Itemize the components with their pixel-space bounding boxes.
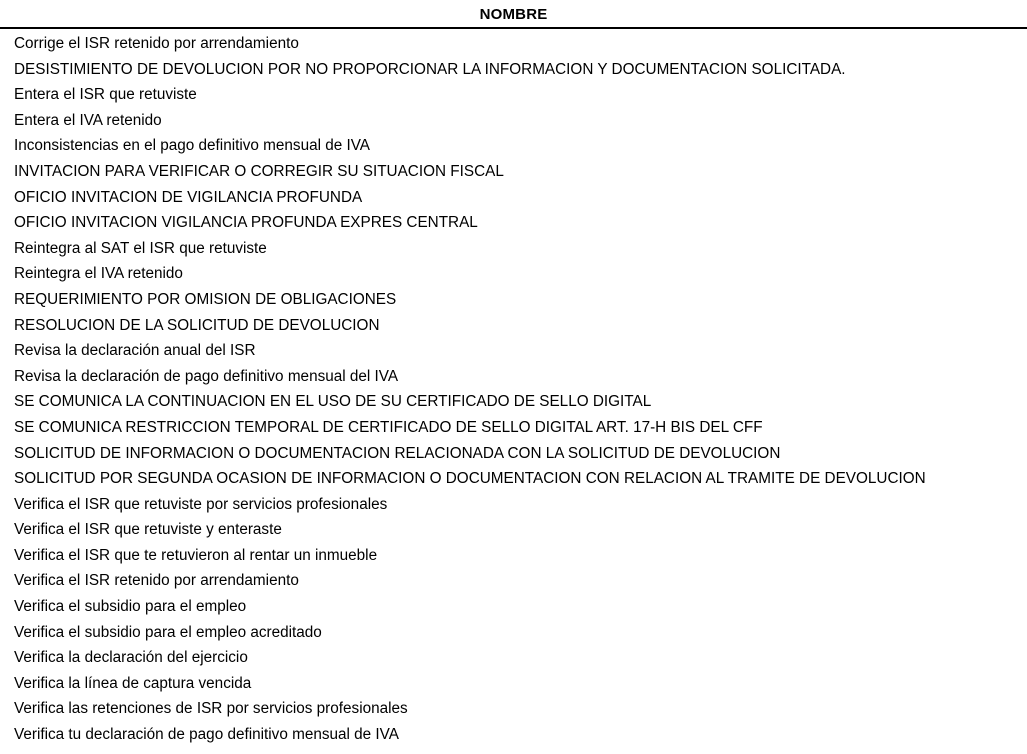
table-row[interactable]: SOLICITUD POR SEGUNDA OCASION DE INFORMACION O DOCUMENTACION CON RELACION AL TRAMITE DE DEVOLUCION (14, 470, 926, 488)
table-row[interactable]: Verifica el ISR que te retuvieron al rentar un inmueble (14, 546, 378, 564)
table-row[interactable]: Verifica tu declaración de pago definitivo mensual de IVA (14, 726, 399, 744)
table-row[interactable]: Revisa la declaración de pago definitivo mensual del IVA (14, 367, 399, 385)
table-row[interactable]: SE COMUNICA LA CONTINUACION EN EL USO DE SU CERTIFICADO DE SELLO DIGITAL (14, 393, 652, 411)
column-header-nombre[interactable]: NOMBRE (0, 0, 1027, 29)
table-row[interactable]: SOLICITUD DE INFORMACION O DOCUMENTACION RELACIONADA CON LA SOLICITUD DE DEVOLUCION (14, 444, 781, 462)
table-row[interactable]: Corrige el ISR retenido por arrendamiento (14, 35, 299, 52)
table-row[interactable]: Verifica el ISR retenido por arrendamiento (14, 572, 299, 590)
table-row[interactable]: Verifica la línea de captura vencida (14, 674, 252, 692)
table-row[interactable]: Verifica el ISR que retuviste y enteraste (14, 521, 282, 539)
table-row[interactable]: Verifica el ISR que retuviste por servicios profesionales (14, 495, 388, 513)
table-row[interactable]: SE COMUNICA RESTRICCION TEMPORAL DE CERTIFICADO DE SELLO DIGITAL ART. 17-H BIS DEL CFF (14, 418, 763, 436)
table-row[interactable]: OFICIO INVITACION DE VIGILANCIA PROFUNDA (14, 188, 363, 206)
table-row[interactable]: Revisa la declaración anual del ISR (14, 342, 256, 360)
table-row[interactable]: Reintegra al SAT el ISR que retuviste (14, 239, 267, 257)
table-row[interactable]: Verifica las retenciones de ISR por servicios profesionales (14, 700, 408, 718)
table-row[interactable]: RESOLUCION DE LA SOLICITUD DE DEVOLUCION (14, 316, 380, 334)
table-row[interactable]: Verifica la declaración del ejercicio (14, 649, 248, 667)
table-row[interactable]: Reintegra el IVA retenido (14, 265, 183, 283)
table-row[interactable]: OFICIO INVITACION VIGILANCIA PROFUNDA EXPRES CENTRAL (14, 214, 478, 232)
table-row[interactable]: Verifica el subsidio para el empleo (14, 598, 247, 616)
table-row[interactable]: Inconsistencias en el pago definitivo mensual de IVA (14, 137, 371, 155)
table-row[interactable]: Entera el ISR que retuviste (14, 86, 197, 104)
table-rows (0, 31, 1027, 748)
table-row[interactable]: DESISTIMIENTO DE DEVOLUCION POR NO PROPORCIONAR LA INFORMACION Y DOCUMENTACION SOLICITADA. (14, 60, 846, 78)
table-row[interactable]: INVITACION PARA VERIFICAR O CORREGIR SU SITUACION FISCAL (14, 162, 504, 180)
table-row[interactable]: Entera el IVA retenido (14, 111, 162, 129)
table-row[interactable]: REQUERIMIENTO POR OMISION DE OBLIGACIONES (14, 290, 397, 308)
table-row[interactable]: Verifica el subsidio para el empleo acreditado (14, 623, 322, 641)
